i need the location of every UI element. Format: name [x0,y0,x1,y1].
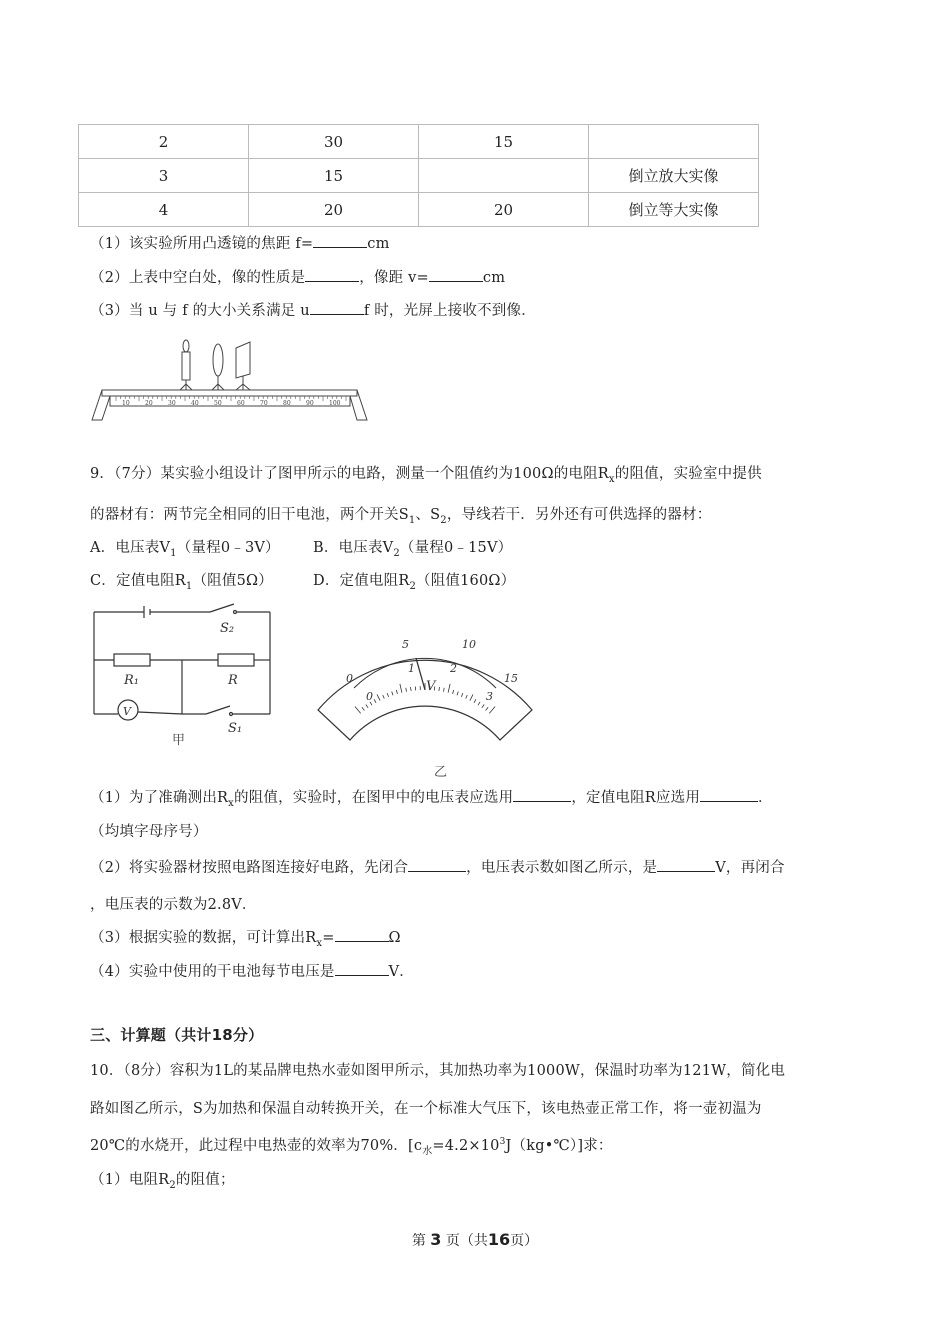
dial-needle [416,658,425,690]
dial-tick [400,684,402,693]
dial-tick [411,687,412,691]
label-s1: S₁ [228,721,243,736]
dial-tick [387,693,388,697]
dial-ticks [355,683,495,713]
resistor-r-icon [218,654,254,666]
answer-blank[interactable] [429,267,483,282]
text: （3）根据实验的数据，可计算出R [90,930,317,946]
answer-blank[interactable] [313,233,367,248]
label-r: R [228,673,238,688]
text: C．定值电阻R [90,573,186,589]
table-cell [419,159,589,193]
text: V． [388,964,414,980]
label-s2: S₂ [220,621,235,636]
text: ，电压表示数如图乙所示，是 [466,860,658,876]
dial-label: 2 [450,662,457,675]
q9-part1-note [90,820,208,841]
dial-tick [486,707,489,710]
section-heading: 三、计算题（共计18分） [90,1026,264,1044]
dial-tick [466,695,468,699]
text: （1）电阻R [90,1172,170,1188]
q9-option-d [313,569,515,592]
subscript: 水 [422,1145,433,1157]
dial-unit: V [426,679,436,694]
lens-data-table [78,124,759,227]
q9-intro-line1 [90,462,762,485]
figure-label-yi: 乙 [434,765,448,780]
text: 20℃的水烧开，此过程中电热壶的效率为70%．[c [90,1138,423,1154]
dial-tick [444,688,445,692]
table-row [79,125,759,159]
dial-tick [383,695,385,699]
text: 9．（7分）某实验小组设计了图甲所示的电路，测量一个阻值约为100Ω的电阻R [90,466,609,482]
rail [102,390,357,396]
subscript: 2 [169,1179,176,1191]
answer-blank[interactable] [310,300,364,315]
dial-label: 15 [504,672,518,685]
dial-tick [482,705,484,708]
text: （阻值5Ω） [192,573,273,589]
q8-part2 [90,266,505,287]
text: （2）上表中空白处，像的性质是 [90,270,306,286]
text: =4.2×10 [432,1138,500,1154]
switch-s1-icon [206,706,230,714]
scale-number: 70 [260,400,268,407]
text: 的阻值，实验室中提供 [614,466,762,482]
optical-bench-figure [84,334,374,426]
text: J（kg•℃）]求： [505,1138,613,1154]
bench-leg-right [350,390,367,420]
table-cell: 倒立等大实像 [589,193,759,227]
dial-tick [453,690,454,694]
label-r1: R₁ [124,673,139,688]
text: B．电压表V [313,540,394,556]
dial-label: 3 [486,690,493,703]
q8-part1 [90,232,390,253]
dial-tick [392,692,393,696]
q9-option-b [313,536,512,559]
scale-number: 50 [214,400,222,407]
dial-label: 1 [408,662,415,675]
table-cell: 30 [249,125,419,159]
text: 页（共 [445,1233,488,1249]
subscript: 1 [170,547,177,559]
text: （均填字母序号） [90,824,208,840]
table-cell: 2 [79,125,249,159]
table-row [79,193,759,227]
dial-tick [366,705,368,708]
voltmeter-dial-figure [310,600,540,780]
text: ，电压表的示数为2.8V． [90,897,257,913]
scale-number: 100 [329,400,341,407]
table-cell: 3 [79,159,249,193]
text: ． [758,790,773,806]
text: （2）将实验器材按照电路图连接好电路，先闭合 [90,860,409,876]
page-footer [0,1230,950,1250]
q10-line2: 路如图乙所示，S为加热和保温自动转换开关，在一个标准大气压下，该电热壶正常工作，将一壶初温为 [90,1101,762,1117]
q9-part2-cont [90,893,257,914]
subscript: x [228,797,234,809]
subscript: 2 [440,514,447,526]
text: A．电压表V [90,540,171,556]
answer-blank[interactable] [513,787,571,802]
subscript: 1 [185,580,193,592]
q8-part3 [90,299,536,320]
text: （量程0﹣3V） [176,540,280,556]
superscript: 3 [499,1137,506,1148]
text: （1）该实验所用凸透镜的焦距 f= [90,236,314,252]
bench-leg-left [92,390,110,420]
dial-label: 0 [366,690,373,703]
dial-tick [470,694,473,700]
text: V，再闭合 [715,860,785,876]
figure-label-jia: 甲 [172,733,186,748]
answer-blank[interactable] [335,961,389,976]
subscript: x [608,473,615,485]
dial-tick [439,687,440,691]
answer-blank[interactable] [305,267,359,282]
dial-tick [396,690,397,694]
dial-tick [355,707,361,714]
screen-icon [236,342,250,390]
scale-number: 40 [191,400,199,407]
q9-option-c [90,569,273,592]
text: f 时，光屏上接收不到像． [363,303,536,319]
answer-blank[interactable] [700,787,758,802]
scale-number: 20 [145,400,153,407]
answer-blank[interactable] [408,857,466,872]
text: ，导线若干．另外还有可供选择的器材： [446,507,712,523]
resistor-r1-icon [114,654,150,666]
scale-number: 90 [306,400,314,407]
scale-number: 60 [237,400,245,407]
text: = [322,930,335,946]
text: （4）实验中使用的干电池每节电压是 [90,964,335,980]
text: 的器材有：两节完全相同的旧干电池，两个开关S [90,507,409,523]
scale-ticks [116,396,346,407]
text: 、S [415,507,441,523]
table-cell: 20 [249,193,419,227]
switch-s2-icon [210,604,234,612]
subscript: x [316,937,323,949]
text: 的阻值，实验时，在图甲中的电压表应选用 [234,790,514,806]
text: 页） [510,1233,539,1249]
answer-blank[interactable] [335,927,389,942]
dial-tick [406,688,407,692]
table-cell: 20 [419,193,589,227]
subscript: 2 [393,547,400,559]
scale-number: 80 [283,400,291,407]
text: ，定值电阻R应选用 [571,790,701,806]
dial-tick [362,707,365,710]
subscript: 2 [409,580,417,592]
dial-tick [474,699,476,703]
dial-label: 5 [402,638,409,651]
table-cell [589,125,759,159]
text: （1）为了准确测出R [90,790,229,806]
q9-part3 [90,926,401,949]
q10-line1: 10．（8分）容积为1L的某品牌电热水壶如图甲所示，其加热功率为1000W，保温时功率为121W，简化电 [90,1063,786,1079]
dial-tick [461,693,462,697]
page-number: 3 [430,1230,442,1249]
q9-option-a [90,536,280,559]
dial-tick [374,699,376,703]
text: ，像距 v= [359,270,429,286]
q9-part1 [90,786,773,809]
subscript: 1 [408,514,416,526]
scale-number: 30 [168,400,176,407]
scale-number: 10 [122,400,130,407]
circuit-diagram [88,602,288,752]
total-pages: 16 [487,1230,511,1249]
text: （量程0﹣15V） [399,540,513,556]
dial-tick [489,707,495,714]
table-cell: 15 [249,159,419,193]
candle-icon [180,340,192,390]
q9-part2 [90,856,785,877]
text: 第 [411,1233,426,1249]
dial-tick [448,684,450,693]
table-cell: 15 [419,125,589,159]
text: （3）当 u 与 f 的大小关系满足 u [90,303,310,319]
text: cm [482,270,506,286]
table-row [79,159,759,193]
dial-tick [457,692,458,696]
q9-intro-line2 [90,503,711,526]
text: Ω [388,930,401,946]
dial-label: 10 [462,638,476,651]
table-cell: 4 [79,193,249,227]
dial-tick [377,694,380,700]
table-cell: 倒立放大实像 [589,159,759,193]
text: （阻值160Ω） [416,573,516,589]
q10-part1 [90,1168,235,1191]
q9-part4 [90,960,414,981]
lens-icon [212,344,224,390]
text: 的阻值； [175,1172,235,1188]
text: D．定值电阻R [313,573,410,589]
q10-line3 [90,1134,613,1157]
dial-label: 0 [346,672,353,685]
answer-blank[interactable] [657,857,715,872]
dial-tick [478,702,480,705]
label-v: V [123,705,131,718]
text: cm [367,236,390,252]
